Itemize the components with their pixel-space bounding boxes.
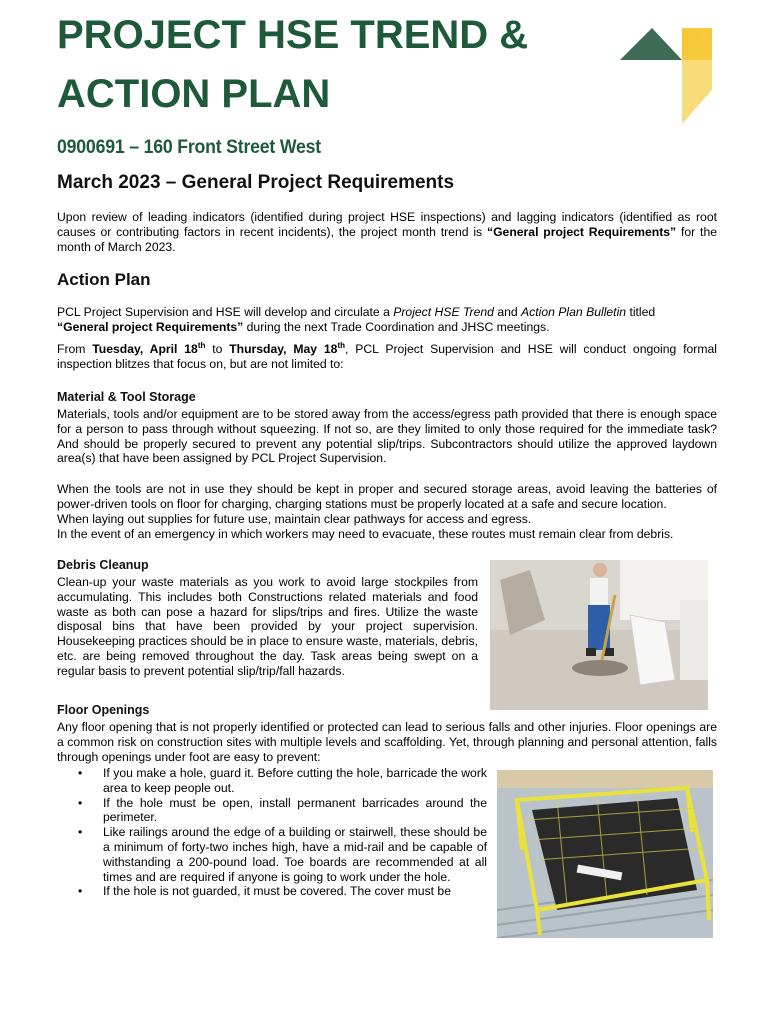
company-logo [618,26,714,126]
debris-cleanup-heading: Debris Cleanup [57,558,149,572]
end-date: Thursday, May 18th [229,340,346,356]
intro-text: Upon review of leading indicators (identified during project HSE inspections) and lagging indicators (identified as root causes or contributing factors in recent incidents), the project month trend is [57,210,717,239]
action-plan-paragraph-1 [57,305,717,335]
project-subtitle: 0900691 – 160 Front Street West [57,137,322,158]
text: From [57,342,93,356]
start-date: Tuesday, April 18th [92,340,206,356]
list-item [57,766,487,796]
month-heading: March 2023 – General Project Requirements [57,172,455,193]
material-storage-paragraph-2: When the tools are not in use they should be kept in proper and secured storage areas, avoid leaving the batteries of power-driven tools on floor for charging, charging stations must be properly located at a safe and secure location. [57,482,717,511]
floor-openings-intro: Any floor opening that is not properly identified or protected can lead to serious falls and other injuries. Floor openings are a common risk on construction sites with multiple levels and scaffolding. Yet, through planning and personal attention, falls through openings under foot are easy to prevent: [57,720,717,764]
material-storage-paragraph-3: When laying out supplies for future use, maintain clear pathways for access and egress. [57,512,532,526]
floor-openings-heading: Floor Openings [57,703,150,717]
debris-cleanup-paragraph: Clean-up your waste materials as you work to avoid large stockpiles from accumulating. This includes both Constructions related materials and food waste as both can pose a hazard for slips/trips and fires. Utilize the waste disposal bins that have been provided by your project supervision. Housekeeping practices should be in place to ensure waste, materials, debris, etc. are being removed throughout the day. Task areas being swept on a regular basis to prevent potential slip/trip/fall hazards. [57,575,478,678]
document-title [57,6,617,124]
bullet-text: If you make a hole, guard it. Before cutting the hole, barricade the work area to keep people out. [103,766,487,795]
bullet-icon: • [78,884,83,899]
action-plan-heading: Action Plan [57,270,151,289]
text: to [205,342,230,356]
list-item [57,825,487,884]
bullet-text: If the hole must be open, install permanent barricades around the perimeter. [103,795,487,825]
intro-text-end: for the month of March 2023. [57,224,717,254]
italic-text: Project HSE Trend [393,305,494,319]
intro-paragraph [57,210,717,254]
bullet-icon: • [78,795,83,810]
text: , PCL Project Supervision and HSE will conduct ongoing formal inspection blitzes that focus on, but are not limited to: [57,342,717,371]
list-item [57,796,487,826]
material-storage-paragraph-4: In the event of an emergency in which workers may need to evacuate, these routes must remain clear from debris. [57,527,674,541]
bullet-text: If the hole is not guarded, it must be covered. The cover must be [103,884,451,899]
text: PCL Project Supervision and HSE will develop and circulate a [57,305,394,319]
material-storage-heading: Material & Tool Storage [57,390,196,404]
title-line-2: ACTION PLAN [57,72,331,116]
debris-cleanup-photo [490,560,708,710]
floor-opening-guardrail-photo [497,770,713,938]
material-storage-paragraph-1: Materials, tools and/or equipment are to be stored away from the access/egress path provided that there is enough space for a person to pass through without squeezing. If not so, are they limited to only those required for the immediate task? And should be properly secured to prevent any potential slip/trips. Subcontractors should utilize the approved laydown area(s) that have been assigned by PCL Project Supervision. [57,407,717,466]
action-plan-paragraph-2 [57,342,717,372]
text: during the next Trade Coordination and JHSC meetings. [243,319,550,334]
bullet-text: Like railings around the edge of a building or stairwell, these should be a minimum of forty-two inches high, have a mid-rail and be capable of withstanding a 200-pound load. Toe boards are recommended at all times and are required if anyone is going to work under the hole. [103,825,487,884]
italic-text: Action Plan Bulletin [521,305,627,319]
floor-openings-bullet-list [57,766,487,899]
bullet-icon: • [78,766,83,780]
intro-trend-name: “General project Requirements” [486,224,677,239]
text: titled [626,305,656,319]
title-line-1: PROJECT HSE TREND & [57,13,529,57]
text: and [493,305,522,319]
bold-text: “General project Requirements” [57,319,244,334]
bullet-icon: • [78,825,83,840]
list-item [57,884,487,899]
